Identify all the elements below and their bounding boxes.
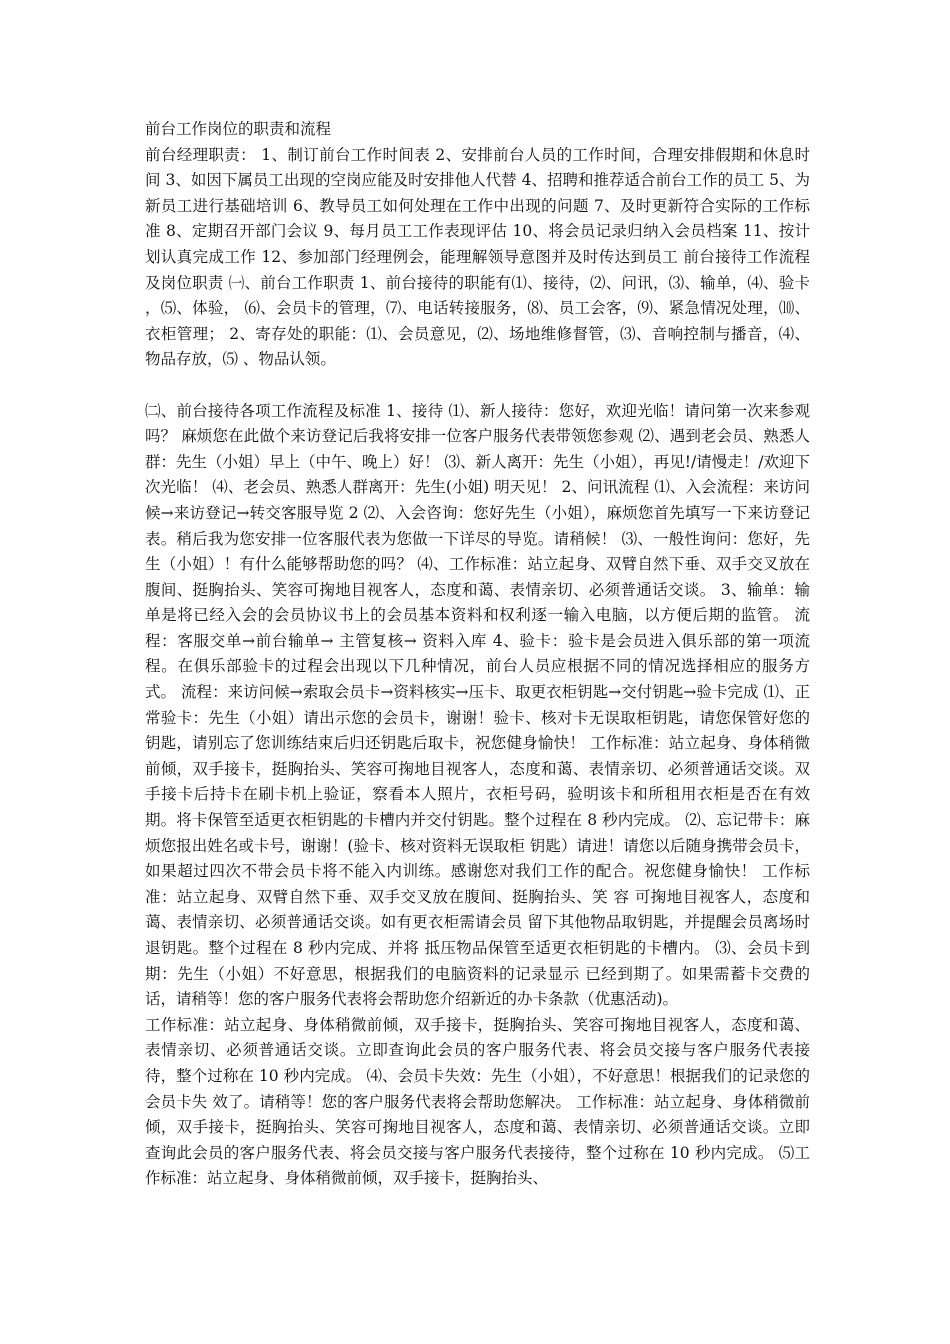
document-title: 前台工作岗位的职责和流程: [145, 120, 332, 138]
document-body: [145, 117, 810, 1192]
paragraph-spacer: [145, 373, 810, 399]
paragraph-work-standards: 工作标准：站立起身、身体稍微前倾，双手接卡，挺胸抬头、笑容可掬地目视客人，态度和蔼、表情亲切、必须普通话交谈。立即查询此会员的客户服务代表、将会员交接与客户服务代表接待，整个过称在 10 秒内完成。 ⑷、会员卡失效：先生（小姐），不好意思！根据我们的记录您的会员卡失 效了。请稍等！您的客户服务代表将会帮助您解决。 工作标准：站立起身、身体稍微前倾，双手接卡，挺胸抬头、笑容可掬地目视客人，态度和蔼、表情亲切、必须普通话交谈。立即查询此会员的客户服务代表、将会员交接与客户服务代表接待，整个过称在 10 秒内完成。 ⑸工作标准：站立起身、身体稍微前倾，双手接卡，挺胸抬头、: [145, 1015, 810, 1188]
paragraph-manager-duties: 前台经理职责： 1、制订前台工作时间表 2、安排前台人员的工作时间，合理安排假期和休息时间 3、如因下属员工出现的空岗应能及时安排他人代替 4、招聘和推荐适合前台工作的员工 5、为新员工进行基础培训 6、教导员工如何处理在工作中出现的问题 7、及时更新符合实际的工作标准 8、定期召开部门会议 9、每月员工工作表现评估 10、将会员记录归纳入会员档案 11、按计划认真完成工作 12、参加部门经理例会，能理解领导意图并及时传达到员工 前台接待工作流程及岗位职责 ㈠、前台工作职责 1、前台接待的职能有⑴、接待，⑵、问讯，⑶、输单，⑷、验卡 ，⑸、体验， ⑹、会员卡的管理，⑺、电话转接服务，⑻、员工会客，⑼、紧急情况处理，⑽、衣柜管理； 2、寄存处的职能：⑴、会员意见，⑵、场地维修督管，⑶、音响控制与播音，⑷、物品存放，⑸ 、物品认领。: [145, 145, 810, 369]
paragraph-reception-procedures: ㈡、前台接待各项工作流程及标准 1、接待 ⑴、新人接待：您好，欢迎光临！请问第一次来参观吗？ 麻烦您在此做个来访登记后我将安排一位客户服务代表带领您参观 ⑵、遇到老会员、熟悉人群：先生（小姐）早上（中午、晚上）好！ ⑶、新人离开：先生（小姐），再见!/请慢走！/欢迎下次光临！ ⑷、老会员、熟悉人群离开：先生(小姐) 明天见！ 2、问讯流程 ⑴、入会流程：来访问候→来访登记→转交客服导览 2 ⑵、入会咨询：您好先生（小姐），麻烦您首先填写一下来访登记表。稍后我为您安排一位客服代表为您做一下详尽的导览。请稍候！ ⑶、一般性询问：您好，先生（小姐）！有什么能够帮助您的吗？ ⑷、工作标准：站立起身、双臂自然下垂、双手交叉放在腹间、挺胸抬头、笑容可掬地目视客人，态度和蔼、表情亲切、必须普通话交谈。 3、输单：输单是将已经入会的会员协议书上的会员基本资料和权利逐一输入电脑，以方便后期的监管。 流程：客服交单→前台输单→ 主管复核→ 资料入库 4、验卡：验卡是会员进入俱乐部的第一项流程。在俱乐部验卡的过程会出现以下几种情况，前台人员应根据不同的情况选择相应的服务方式。 流程：来访问候→索取会员卡→资料核实→压卡、取更衣柜钥匙→交付钥匙→验卡完成 ⑴、正常验卡：先生（小姐）请出示您的会员卡，谢谢！验卡、核对卡无误取柜钥匙，请您保管好您的钥匙，请别忘了您训练结束后归还钥匙后取卡，祝您健身愉快！ 工作标准：站立起身、身体稍微前倾，双手接卡，挺胸抬头、笑容可掬地目视客人，态度和蔼、表情亲切、必须普通话交谈。双手接卡后持卡在刷卡机上验证，察看本人照片，衣柜号码，验明该卡和所租用衣柜是否在有效期。将卡保管至适更衣柜钥匙的卡槽内并交付钥匙。整个过程在 8 秒内完成。 ⑵、忘记带卡：麻烦您报出姓名或卡号，谢谢！(验卡、核对资料无误取柜 钥匙）请进！请您以后随身携带会员卡，如果超过四次不带会员卡将不能入内训练。感谢您对我们工作的配合。祝您健身愉快！ 工作标准：站立起身、双臂自然下垂、双手交叉放在腹间、挺胸抬头、笑 容 可掬地目视客人，态度和蔼、表情亲切、必须普通话交谈。如有更衣柜需请会员 留下其他物品取钥匙，并提醒会员离场时退钥匙。整个过程在 8 秒内完成、并将 抵压物品保管至适更衣柜钥匙的卡槽内。 ⑶、会员卡到期：先生（小姐）不好意思，根据我们的电脑资料的记录显示 已经到期了。如果需蓄卡交费的话，请稍等！您的客户服务代表将会帮助您介绍新近的办卡条款（优惠活动)。: [145, 401, 810, 1009]
